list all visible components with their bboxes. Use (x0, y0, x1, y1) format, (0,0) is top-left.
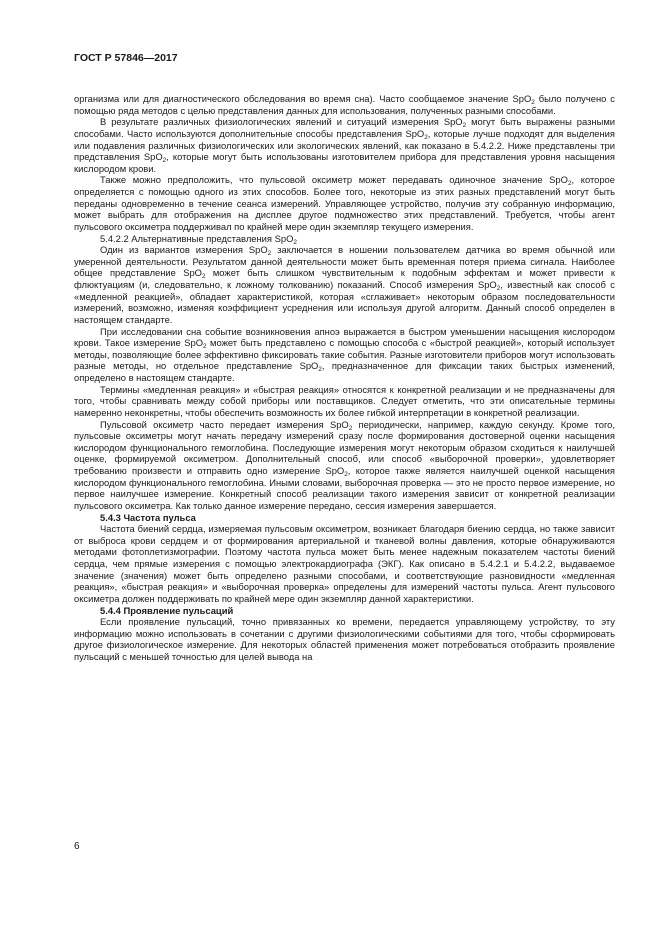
section-title: 5.4.4 Проявление пульсаций (100, 604, 234, 616)
page-number: 6 (74, 841, 80, 852)
paragraph: Если проявление пульсаций, точно привязанных ко времени, передается управляющему устройству, то эту информацию можно использовать в сочетании с другими физиологическими событиями для того, чтобы сформировать другое физиологическое измерение. Для некоторых областей применения может потребоваться отобразить проявление пульсаций с меньшей точностью для целей вывода на (74, 616, 615, 662)
paragraph: организма или для диагностического обследования во время сна). Часто сообщаемое значение SpO$_2$ было получено с помощью ряда методов с целью представления данных для использования, полученных разными способами. (74, 93, 615, 116)
section-title: 5.4.2.2 Альтернативные представления SpO$_2$ (100, 232, 297, 246)
paragraph: Частота биений сердца, измеряемая пульсовым оксиметром, возникает благодаря биению сердца, но также зависит от выброса крови сердцем и от формирования артериальной и тканевой волны давления, которые обнаруживаются методами фотоплетизмографии. Поэтому частота пульса может быть менее надежным показателем частоты биений сердца, чем прямые измерения с помощью электрокардиографа (ЭКГ). Как описано в 5.4.2.1 и 5.4.2.2, выдаваемое значение (значения) может быть определено разными способами, и соответствующие разновидности «медленная реакция», «быстрая реакция» и «выборочная проверка» определены для измерений частоты пульса. Агент пульсового оксиметра должен поддерживать по крайней мере один экземпляр данной характеристики. (74, 523, 615, 604)
paragraph: В результате различных физиологических явлений и ситуаций измерения SpO$_2$ могут быть выражены разными способами. Часто используются дополнительные способы представления SpO$_2$, которые лучше подходят для выделения или подавления различных физиологических или экологических явлений, как показано в 5.4.2.2. Ниже представлены три представления SpO$_2$, которые могут быть использованы изготовителем прибора для представления уровня насыщения кислородом крови. (74, 116, 616, 174)
paragraph: Пульсовой оксиметр часто передает измерения SpO$_2$ периодически, например, каждую секунду. Кроме того, пульсовые оксиметры могут начать передачу измерений сразу после формирования достоверной оценки насыщения кислородом функционального гемоглобина. Последующие измерения могут некоторым образом сходиться к наилучшей оценке, формируемой оксиметром. Дополнительный способ, или способ «выборочной проверки», удовлетворяет требованию произвести и отправить одно измерение SpO$_2$, которое также является наилучшей оценкой насыщения кислородом функционального гемоглобина. Иными словами, выборочная проверка — это не просто первое измерение, но первое наилучшее измерение. Конкретный способ реализации такого измерения зависит от конкретной реализации пульсового оксиметра. Как только данное измерение передано, сессия измерения завершается. (74, 418, 615, 511)
paragraph: Термины «медленная реакция» и «быстрая реакция» относятся к конкретной реализации и не предназначены для того, чтобы сравнивать между собой приборы или поставщиков. Следует отметить, что эти описательные термины намеренно неконкретны, чтобы обеспечить возможность их более гибкой интерпретации в конкретной реализации. (74, 383, 615, 418)
paragraph: При исследовании сна событие возникновения апноэ выражается в быстром уменьшении насыщения кислородом крови. Такое измерение SpO$_2$ может быть представлено с помощью способа с «быстрой реакцией», который использует методы, позволяющие более эффективно фиксировать такие события. Разные изготовители приборов могут использовать разные методы, но отдельное представление SpO$_2$, предназначенное для фиксации таких быстрых изменений, определено в настоящем стандарте. (74, 325, 615, 383)
paragraph: Один из вариантов измерения SpO$_2$ заключается в ношении пользователем датчика во время обычной или умеренной деятельности. Результатом данной деятельности может быть временная потеря приема сигнала. Наиболее общее представление SpO$_2$ может быть слишком чувствительным к подобным эффектам и может привести к флюктуациям (и, следовательно, к ложному толкованию) показаний. Способ измерения SpO$_2$, известный как способ с «медленной реакцией», обладает характеристикой, которая «сглаживает» некоторым образом последовательности измерений, возможно, изменяя коэффициент усреднения или используя другой алгоритм. Данный способ определен в настоящем стандарте. (74, 244, 615, 325)
section-title: 5.4.3 Частота пульса (100, 511, 196, 523)
paragraph: Также можно предположить, что пульсовой оксиметр может передавать одиночное значение SpO$_2$, которое определяется с помощью одного из этих способов. Более того, некоторые из этих разных представлений могут быть переданы одновременно в течение сеанса измерений. Управляющее устройство, получив эту собранную информацию, может выбрать для отображения на дисплее другое подмножество этих представлений. Требуется, чтобы агент пульсового оксиметра поддерживал по крайней мере один экземпляр текущего измерения. (74, 174, 615, 232)
document-body (74, 93, 615, 663)
document-header: ГОСТ Р 57846—2017 (74, 52, 178, 64)
